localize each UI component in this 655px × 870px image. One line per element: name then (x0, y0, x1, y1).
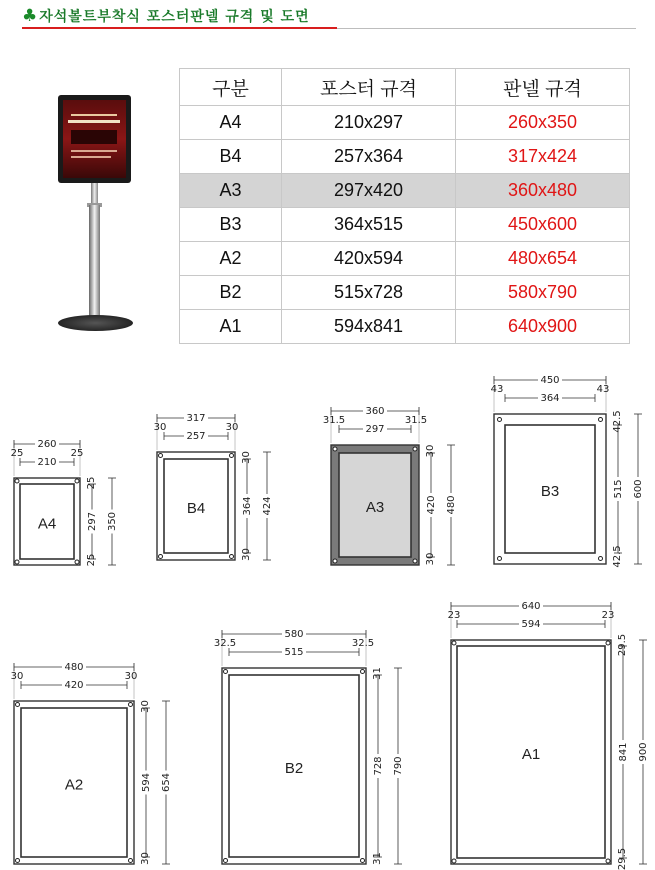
cell-panel-size: 360x480 (456, 174, 630, 208)
bolt-icon (159, 454, 163, 458)
dimension-label: 350 (107, 511, 118, 532)
cell-type: B2 (180, 276, 282, 310)
cell-type: A4 (180, 106, 282, 140)
panel-label: A4 (37, 515, 57, 533)
bolt-icon (498, 418, 502, 422)
bolt-icon (333, 447, 337, 451)
bolt-icon (606, 641, 610, 645)
bolt-icon (599, 418, 603, 422)
dimension-label: 640 (521, 601, 541, 612)
cell-poster-size: 210x297 (282, 106, 456, 140)
dimension-label: 654 (161, 772, 172, 793)
bolt-icon (15, 479, 19, 483)
margin-label: 25 (10, 448, 24, 459)
dimension-label: 594 (141, 772, 152, 793)
cell-type: A1 (180, 310, 282, 344)
bolt-icon (452, 641, 456, 645)
panel-drawing-a3 (323, 405, 457, 565)
margin-label: 42.5 (612, 545, 623, 568)
bolt-icon (159, 555, 163, 559)
panel-label: B3 (540, 482, 560, 500)
cell-type: B4 (180, 140, 282, 174)
margin-label: 43 (490, 384, 504, 395)
bolt-icon (606, 859, 610, 863)
cell-panel-size: 480x654 (456, 242, 630, 276)
cell-poster-size: 297x420 (282, 174, 456, 208)
bolt-icon (230, 555, 234, 559)
dimension-label: 450 (540, 375, 560, 386)
panel-label: B2 (284, 759, 304, 777)
page-title: 자석볼트부착식 포스터판넬 규격 및 도면 (39, 9, 310, 25)
bolt-icon (413, 447, 417, 451)
bolt-icon (498, 557, 502, 561)
margin-label: 30 (425, 444, 436, 458)
dimension-label: 420 (64, 680, 84, 691)
bolt-icon (361, 670, 365, 674)
panel-label: A3 (365, 498, 385, 516)
margin-label: 25 (70, 448, 84, 459)
dimension-label: 317 (186, 413, 206, 424)
margin-label: 30 (124, 671, 138, 682)
bolt-icon (16, 859, 20, 863)
col-header-poster: 포스터 규격 (282, 69, 456, 106)
cell-type: A3 (180, 174, 282, 208)
margin-label: 31 (372, 667, 383, 680)
bolt-icon (413, 559, 417, 563)
panel-label: A2 (64, 776, 84, 794)
dimension-label: 257 (186, 431, 206, 442)
dimension-label: 364 (242, 496, 253, 516)
bolt-icon (75, 560, 79, 564)
margin-label: 32.5 (351, 638, 375, 649)
margin-label: 30 (241, 548, 252, 561)
dimension-label: 424 (262, 496, 273, 516)
cell-type: A2 (180, 242, 282, 276)
col-header-type: 구분 (180, 69, 282, 106)
margin-label: 25 (86, 553, 97, 567)
dimension-label: 900 (638, 742, 649, 762)
bolt-icon (224, 859, 228, 863)
cell-type: B3 (180, 208, 282, 242)
bolt-icon (16, 703, 20, 707)
margin-label: 30 (153, 422, 167, 433)
bolt-icon (129, 703, 133, 707)
dimension-label: 297 (87, 511, 98, 532)
cell-poster-size: 364x515 (282, 208, 456, 242)
dimension-label: 360 (365, 406, 385, 417)
margin-label: 30 (241, 451, 252, 464)
col-header-panel: 판넬 규격 (456, 69, 630, 106)
panel-drawing-b4 (154, 412, 273, 561)
bolt-icon (599, 557, 603, 561)
cell-poster-size: 594x841 (282, 310, 456, 344)
margin-label: 30 (225, 422, 239, 433)
dimension-label: 594 (521, 619, 541, 630)
dimension-label: 364 (540, 393, 560, 404)
dimension-label: 480 (64, 662, 84, 673)
margin-label: 23 (601, 610, 615, 621)
bolt-icon (230, 454, 234, 458)
margin-label: 23 (447, 610, 461, 621)
dimension-label: 841 (618, 742, 629, 762)
club-icon: ♣ (22, 6, 38, 26)
panel-drawing-b3 (491, 374, 644, 568)
cell-poster-size: 257x364 (282, 140, 456, 174)
margin-label: 30 (425, 552, 436, 566)
bolt-icon (129, 859, 133, 863)
margin-label: 29.5 (617, 633, 628, 657)
cell-panel-size: 317x424 (456, 140, 630, 174)
margin-label: 31 (372, 852, 383, 865)
cell-poster-size: 515x728 (282, 276, 456, 310)
bolt-icon (361, 859, 365, 863)
cell-poster-size: 420x594 (282, 242, 456, 276)
bolt-icon (75, 479, 79, 483)
panel-label: B4 (186, 499, 206, 517)
panel-drawing-b2 (214, 628, 404, 865)
cell-panel-size: 450x600 (456, 208, 630, 242)
dimension-label: 260 (37, 439, 57, 450)
dimension-label: 580 (284, 629, 304, 640)
dimension-label: 600 (633, 479, 644, 499)
panel-drawing-a1 (448, 600, 649, 870)
margin-label: 30 (10, 671, 24, 682)
panel-label: A1 (521, 745, 541, 763)
margin-label: 31.5 (404, 415, 428, 426)
margin-label: 30 (140, 852, 151, 865)
margin-label: 29.5 (617, 847, 628, 870)
cell-panel-size: 260x350 (456, 106, 630, 140)
panel-drawing-a4 (11, 438, 118, 566)
margin-label: 31.5 (322, 415, 346, 426)
dimension-label: 480 (446, 495, 457, 515)
dimension-label: 790 (393, 756, 404, 776)
bolt-icon (15, 560, 19, 564)
bolt-icon (452, 859, 456, 863)
margin-label: 42.5 (612, 410, 623, 433)
cell-panel-size: 580x790 (456, 276, 630, 310)
dimension-label: 515 (613, 479, 624, 499)
margin-label: 30 (140, 700, 151, 713)
dimension-label: 420 (426, 495, 437, 515)
cell-panel-size: 640x900 (456, 310, 630, 344)
margin-label: 43 (596, 384, 610, 395)
bolt-icon (224, 670, 228, 674)
dimension-label: 728 (373, 756, 384, 776)
dimension-label: 210 (37, 457, 57, 468)
margin-label: 25 (86, 476, 97, 490)
dimension-label: 297 (365, 424, 385, 435)
panel-drawing-a2 (11, 661, 172, 865)
bolt-icon (333, 559, 337, 563)
dimension-label: 515 (284, 647, 304, 658)
margin-label: 32.5 (213, 638, 237, 649)
